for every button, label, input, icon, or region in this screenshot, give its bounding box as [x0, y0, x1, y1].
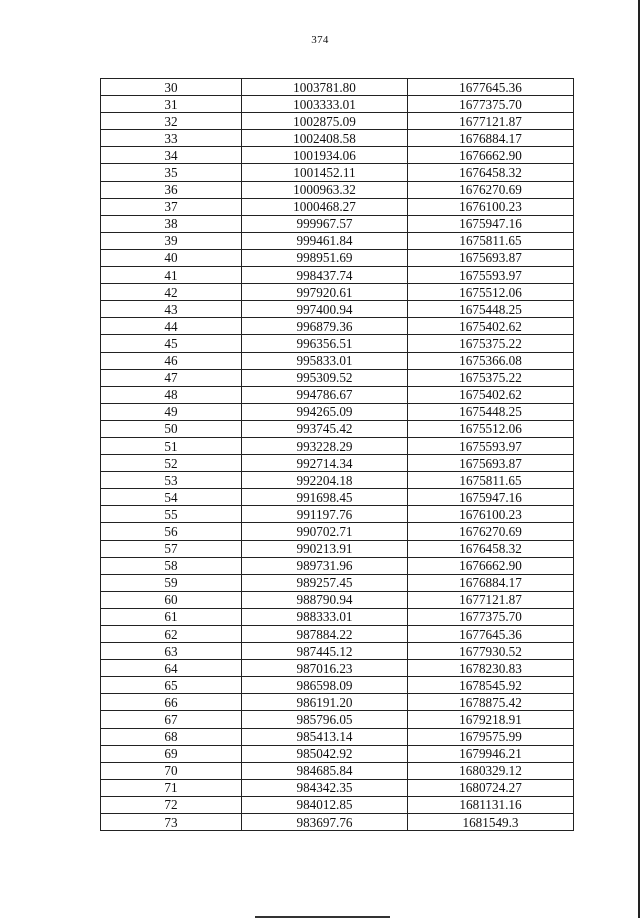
x-coordinate-cell: 988333.01 [242, 608, 408, 625]
point-number-cell: 61 [101, 608, 242, 625]
y-coordinate-cell: 1675366.08 [408, 352, 574, 369]
point-number-cell: 53 [101, 472, 242, 489]
y-coordinate-cell: 1675402.62 [408, 386, 574, 403]
table-row [101, 779, 574, 796]
point-number-cell: 57 [101, 540, 242, 557]
point-number-cell: 44 [101, 318, 242, 335]
y-coordinate-cell: 1676458.32 [408, 164, 574, 181]
coordinates-table-body [101, 79, 574, 831]
point-number-cell: 66 [101, 694, 242, 711]
x-coordinate-cell: 996356.51 [242, 335, 408, 352]
point-number-cell: 49 [101, 403, 242, 420]
table-row [101, 643, 574, 660]
table-row [101, 557, 574, 574]
x-coordinate-cell: 996879.36 [242, 318, 408, 335]
table-row [101, 728, 574, 745]
table-row [101, 420, 574, 437]
point-number-cell: 41 [101, 267, 242, 284]
y-coordinate-cell: 1675947.16 [408, 215, 574, 232]
x-coordinate-cell: 993745.42 [242, 420, 408, 437]
y-coordinate-cell: 1677121.87 [408, 591, 574, 608]
table-row [101, 147, 574, 164]
table-row [101, 540, 574, 557]
point-number-cell: 36 [101, 181, 242, 198]
x-coordinate-cell: 988790.94 [242, 591, 408, 608]
x-coordinate-cell: 994265.09 [242, 403, 408, 420]
x-coordinate-cell: 999461.84 [242, 232, 408, 249]
x-coordinate-cell: 999967.57 [242, 215, 408, 232]
x-coordinate-cell: 984342.35 [242, 779, 408, 796]
point-number-cell: 59 [101, 574, 242, 591]
point-number-cell: 30 [101, 79, 242, 96]
x-coordinate-cell: 991698.45 [242, 489, 408, 506]
y-coordinate-cell: 1679946.21 [408, 745, 574, 762]
x-coordinate-cell: 986598.09 [242, 677, 408, 694]
y-coordinate-cell: 1675512.06 [408, 284, 574, 301]
y-coordinate-cell: 1680329.12 [408, 762, 574, 779]
table-row [101, 694, 574, 711]
y-coordinate-cell: 1675811.65 [408, 232, 574, 249]
table-row [101, 574, 574, 591]
point-number-cell: 42 [101, 284, 242, 301]
x-coordinate-cell: 992714.34 [242, 455, 408, 472]
y-coordinate-cell: 1678875.42 [408, 694, 574, 711]
y-coordinate-cell: 1675402.62 [408, 318, 574, 335]
table-row [101, 232, 574, 249]
x-coordinate-cell: 987016.23 [242, 660, 408, 677]
x-coordinate-cell: 985042.92 [242, 745, 408, 762]
x-coordinate-cell: 1003333.01 [242, 96, 408, 113]
table-row [101, 335, 574, 352]
x-coordinate-cell: 1000468.27 [242, 198, 408, 215]
point-number-cell: 62 [101, 626, 242, 643]
table-row [101, 318, 574, 335]
y-coordinate-cell: 1679218.91 [408, 711, 574, 728]
table-row [101, 591, 574, 608]
point-number-cell: 73 [101, 814, 242, 831]
table-row [101, 608, 574, 625]
point-number-cell: 60 [101, 591, 242, 608]
y-coordinate-cell: 1675375.22 [408, 335, 574, 352]
point-number-cell: 69 [101, 745, 242, 762]
table-row [101, 660, 574, 677]
y-coordinate-cell: 1678545.92 [408, 677, 574, 694]
point-number-cell: 46 [101, 352, 242, 369]
y-coordinate-cell: 1677375.70 [408, 608, 574, 625]
point-number-cell: 65 [101, 677, 242, 694]
y-coordinate-cell: 1675693.87 [408, 249, 574, 266]
point-number-cell: 35 [101, 164, 242, 181]
x-coordinate-cell: 989257.45 [242, 574, 408, 591]
point-number-cell: 47 [101, 369, 242, 386]
point-number-cell: 50 [101, 420, 242, 437]
x-coordinate-cell: 991197.76 [242, 506, 408, 523]
y-coordinate-cell: 1675811.65 [408, 472, 574, 489]
point-number-cell: 37 [101, 198, 242, 215]
y-coordinate-cell: 1675448.25 [408, 403, 574, 420]
x-coordinate-cell: 992204.18 [242, 472, 408, 489]
y-coordinate-cell: 1677121.87 [408, 113, 574, 130]
x-coordinate-cell: 986191.20 [242, 694, 408, 711]
y-coordinate-cell: 1675693.87 [408, 455, 574, 472]
x-coordinate-cell: 990213.91 [242, 540, 408, 557]
y-coordinate-cell: 1681131.16 [408, 796, 574, 813]
table-row [101, 762, 574, 779]
y-coordinate-cell: 1675947.16 [408, 489, 574, 506]
point-number-cell: 67 [101, 711, 242, 728]
y-coordinate-cell: 1675593.97 [408, 267, 574, 284]
page-number: 374 [311, 34, 329, 46]
point-number-cell: 71 [101, 779, 242, 796]
x-coordinate-cell: 995309.52 [242, 369, 408, 386]
x-coordinate-cell: 985796.05 [242, 711, 408, 728]
table-row [101, 711, 574, 728]
y-coordinate-cell: 1675448.25 [408, 301, 574, 318]
table-row [101, 403, 574, 420]
table-row [101, 130, 574, 147]
point-number-cell: 34 [101, 147, 242, 164]
table-row [101, 626, 574, 643]
point-number-cell: 56 [101, 523, 242, 540]
point-number-cell: 54 [101, 489, 242, 506]
table-row [101, 386, 574, 403]
y-coordinate-cell: 1677645.36 [408, 79, 574, 96]
x-coordinate-cell: 994786.67 [242, 386, 408, 403]
x-coordinate-cell: 997920.61 [242, 284, 408, 301]
point-number-cell: 55 [101, 506, 242, 523]
y-coordinate-cell: 1675593.97 [408, 437, 574, 454]
point-number-cell: 38 [101, 215, 242, 232]
y-coordinate-cell: 1676458.32 [408, 540, 574, 557]
y-coordinate-cell: 1677645.36 [408, 626, 574, 643]
point-number-cell: 45 [101, 335, 242, 352]
x-coordinate-cell: 990702.71 [242, 523, 408, 540]
point-number-cell: 43 [101, 301, 242, 318]
table-row [101, 113, 574, 130]
x-coordinate-cell: 984685.84 [242, 762, 408, 779]
x-coordinate-cell: 1002408.58 [242, 130, 408, 147]
table-row [101, 301, 574, 318]
y-coordinate-cell: 1676270.69 [408, 523, 574, 540]
point-number-cell: 32 [101, 113, 242, 130]
table-row [101, 267, 574, 284]
y-coordinate-cell: 1680724.27 [408, 779, 574, 796]
x-coordinate-cell: 998437.74 [242, 267, 408, 284]
x-coordinate-cell: 985413.14 [242, 728, 408, 745]
table-row [101, 745, 574, 762]
y-coordinate-cell: 1676270.69 [408, 181, 574, 198]
point-number-cell: 39 [101, 232, 242, 249]
point-number-cell: 72 [101, 796, 242, 813]
x-coordinate-cell: 987884.22 [242, 626, 408, 643]
x-coordinate-cell: 1002875.09 [242, 113, 408, 130]
table-row [101, 284, 574, 301]
table-row [101, 677, 574, 694]
y-coordinate-cell: 1678230.83 [408, 660, 574, 677]
x-coordinate-cell: 1001934.06 [242, 147, 408, 164]
x-coordinate-cell: 998951.69 [242, 249, 408, 266]
table-row [101, 96, 574, 113]
y-coordinate-cell: 1676662.90 [408, 557, 574, 574]
x-coordinate-cell: 997400.94 [242, 301, 408, 318]
x-coordinate-cell: 1001452.11 [242, 164, 408, 181]
table-row [101, 506, 574, 523]
coordinates-table [100, 78, 574, 831]
table-row [101, 352, 574, 369]
table-row [101, 181, 574, 198]
point-number-cell: 68 [101, 728, 242, 745]
x-coordinate-cell: 983697.76 [242, 814, 408, 831]
y-coordinate-cell: 1676100.23 [408, 198, 574, 215]
y-coordinate-cell: 1676100.23 [408, 506, 574, 523]
x-coordinate-cell: 989731.96 [242, 557, 408, 574]
x-coordinate-cell: 984012.85 [242, 796, 408, 813]
table-row [101, 523, 574, 540]
y-coordinate-cell: 1676884.17 [408, 574, 574, 591]
table-row [101, 369, 574, 386]
point-number-cell: 64 [101, 660, 242, 677]
x-coordinate-cell: 993228.29 [242, 437, 408, 454]
table-row [101, 198, 574, 215]
point-number-cell: 40 [101, 249, 242, 266]
table-row [101, 437, 574, 454]
table-row [101, 79, 574, 96]
point-number-cell: 31 [101, 96, 242, 113]
point-number-cell: 51 [101, 437, 242, 454]
table-row [101, 814, 574, 831]
y-coordinate-cell: 1677930.52 [408, 643, 574, 660]
x-coordinate-cell: 987445.12 [242, 643, 408, 660]
x-coordinate-cell: 995833.01 [242, 352, 408, 369]
y-coordinate-cell: 1679575.99 [408, 728, 574, 745]
table-row [101, 455, 574, 472]
table-row [101, 249, 574, 266]
y-coordinate-cell: 1676662.90 [408, 147, 574, 164]
point-number-cell: 52 [101, 455, 242, 472]
point-number-cell: 48 [101, 386, 242, 403]
x-coordinate-cell: 1000963.32 [242, 181, 408, 198]
x-coordinate-cell: 1003781.80 [242, 79, 408, 96]
table-row [101, 796, 574, 813]
y-coordinate-cell: 1675375.22 [408, 369, 574, 386]
y-coordinate-cell: 1676884.17 [408, 130, 574, 147]
point-number-cell: 58 [101, 557, 242, 574]
table-row [101, 472, 574, 489]
table-row [101, 164, 574, 181]
y-coordinate-cell: 1677375.70 [408, 96, 574, 113]
point-number-cell: 63 [101, 643, 242, 660]
point-number-cell: 33 [101, 130, 242, 147]
y-coordinate-cell: 1681549.3 [408, 814, 574, 831]
y-coordinate-cell: 1675512.06 [408, 420, 574, 437]
table-row [101, 215, 574, 232]
point-number-cell: 70 [101, 762, 242, 779]
table-row [101, 489, 574, 506]
